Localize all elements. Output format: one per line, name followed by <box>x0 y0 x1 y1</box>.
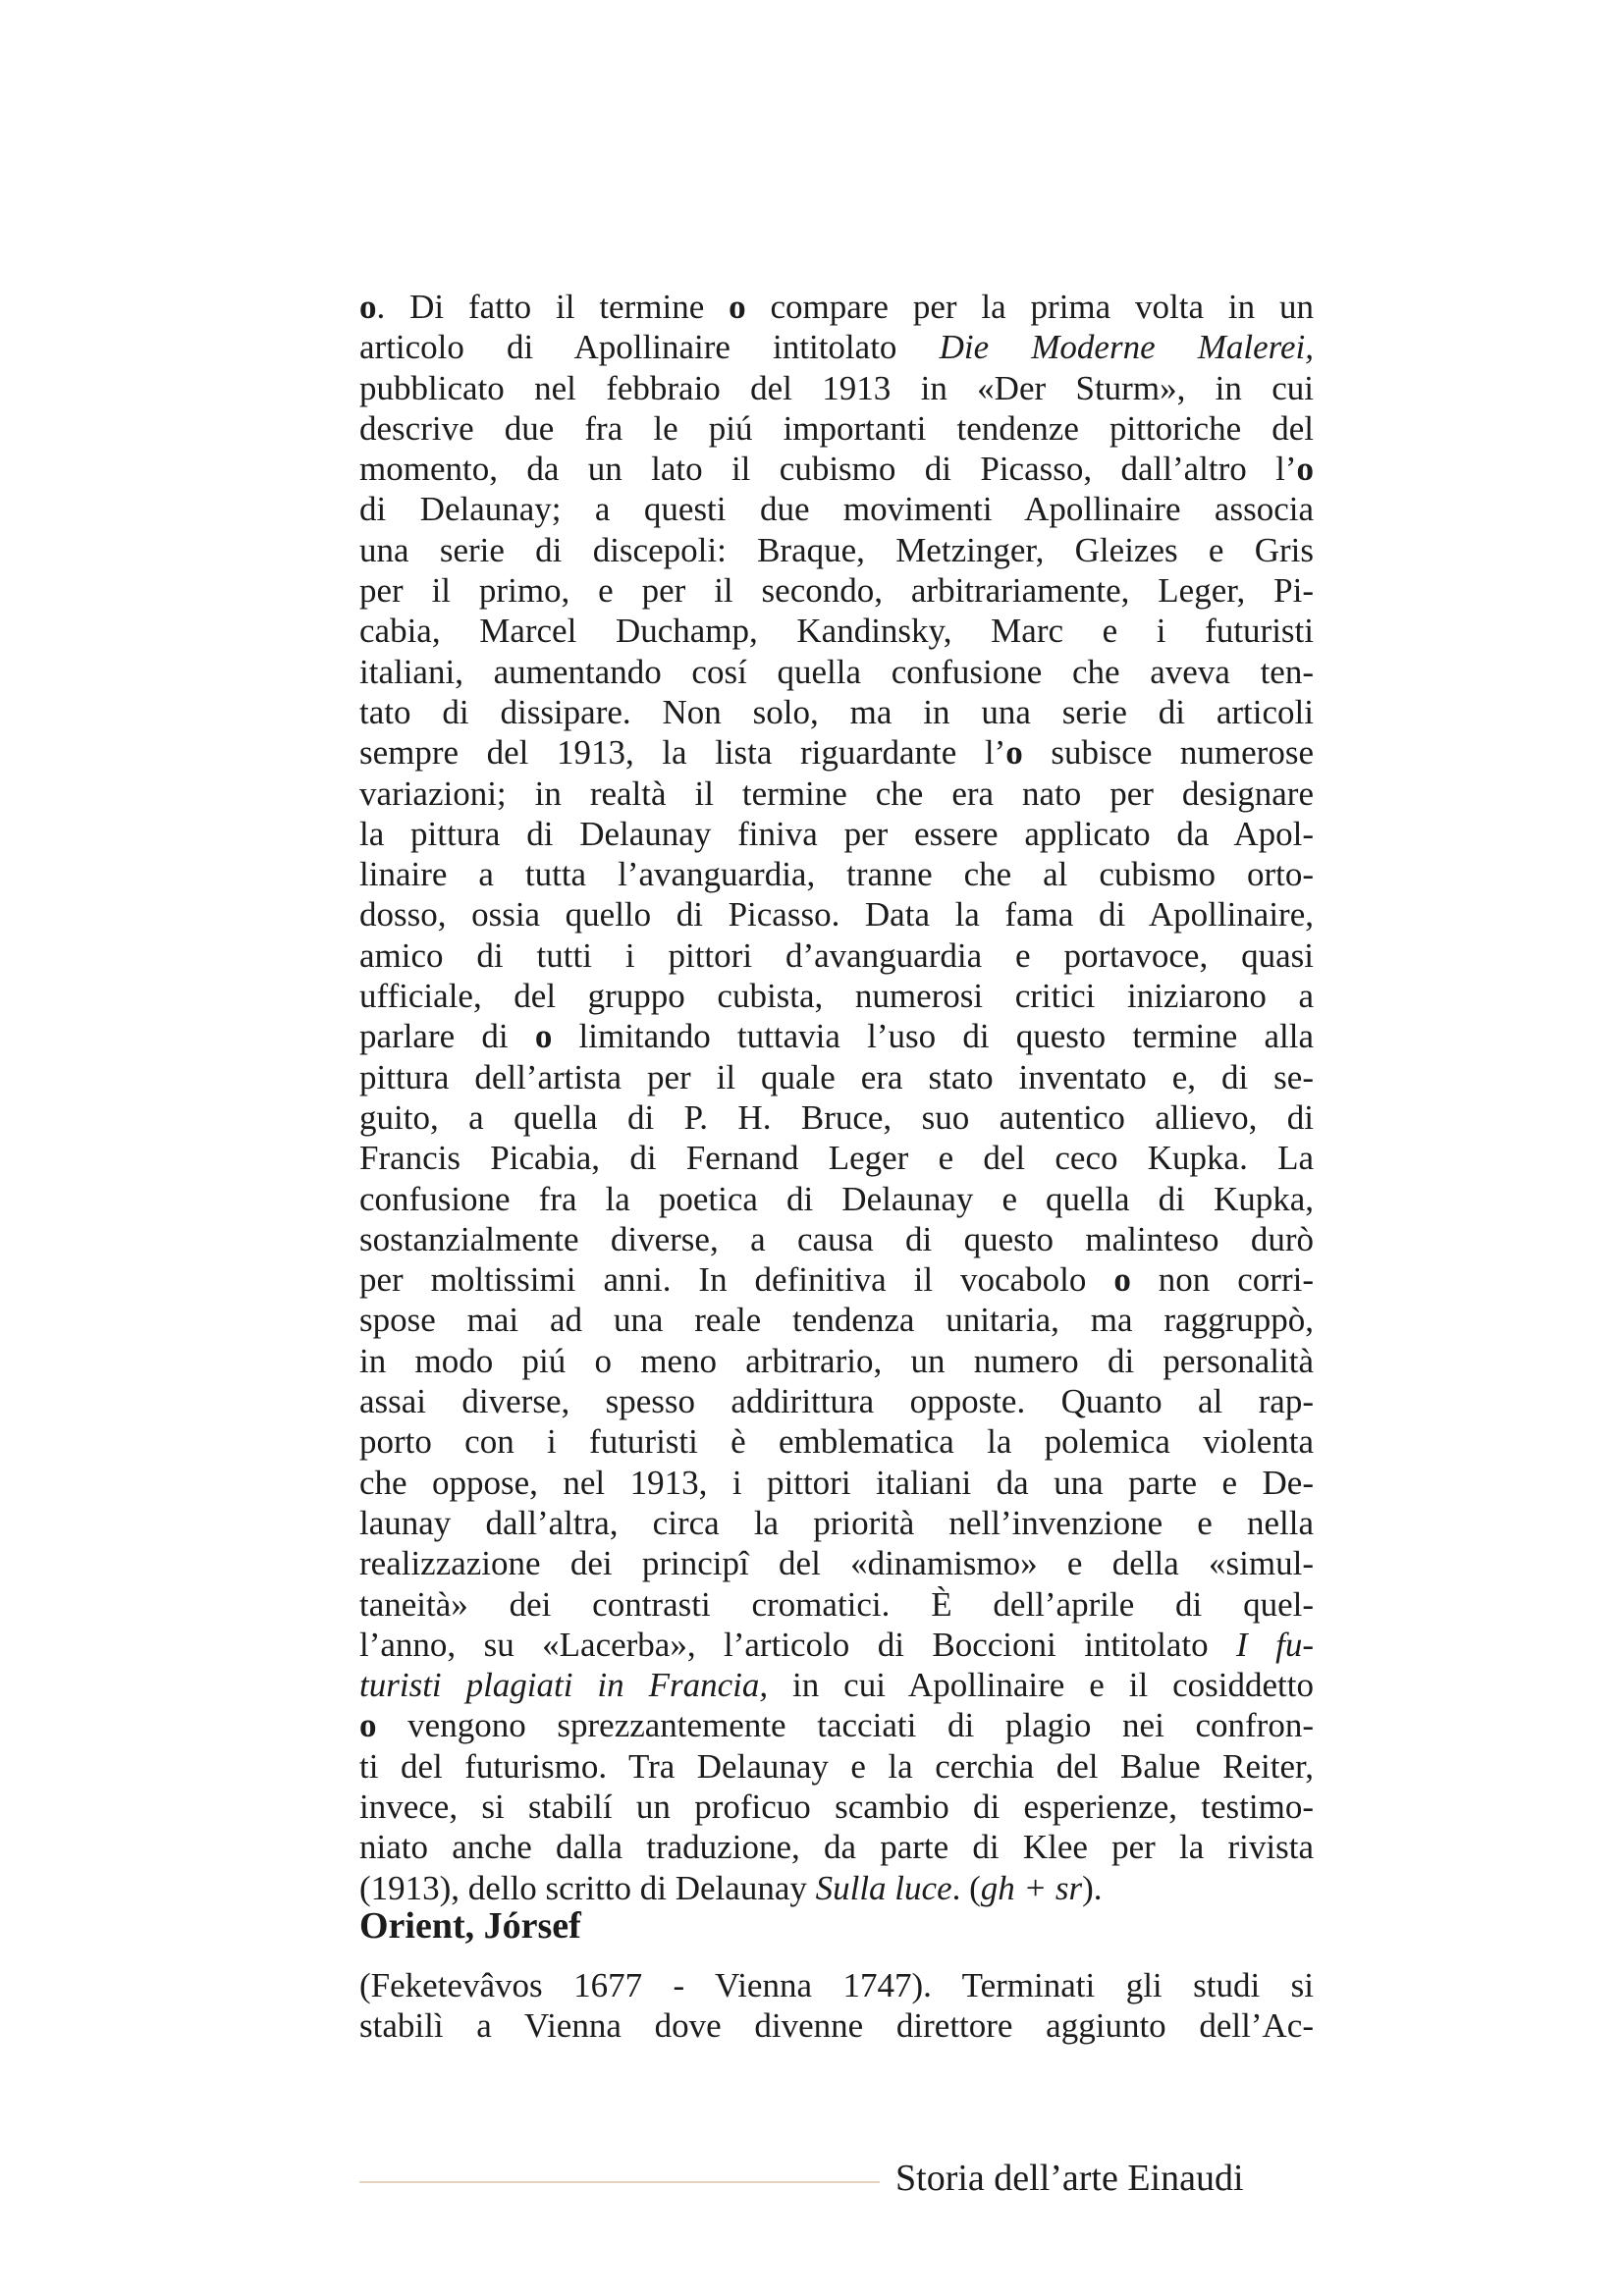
text-line <box>359 732 1314 773</box>
text-segment: tato di dissipare. Non solo, ma in una serie di articoli <box>359 692 1314 731</box>
text-line <box>359 935 1314 976</box>
text-line <box>359 489 1314 529</box>
text-segment: ). <box>1082 1868 1103 1907</box>
text-line <box>359 1421 1314 1462</box>
text-segment: una serie di discepoli: Braque, Metzinger, Gleizes e Gris <box>359 530 1314 569</box>
text-line <box>359 1016 1314 1056</box>
text-segment: ti del futurismo. Tra Delaunay e la cerchia del Balue Reiter, <box>359 1746 1314 1786</box>
text-line <box>359 976 1314 1016</box>
text-segment: italiani, aumentando cosí quella confusione che aveva ten- <box>359 652 1314 691</box>
text-segment: spose mai ad una reale tendenza unitaria, ma raggruppò, <box>359 1301 1314 1340</box>
bold-term: o <box>1113 1260 1131 1300</box>
text-segment: articolo di Apollinaire intitolato <box>359 328 940 367</box>
text-line <box>359 1463 1314 1503</box>
text-segment: . ( <box>951 1868 981 1907</box>
text-segment: pubblicato nel febbraio del 1913 in «Der Sturm», in cui <box>359 368 1314 407</box>
text-line <box>359 652 1314 692</box>
text-line <box>359 1746 1314 1787</box>
text-line <box>359 1787 1314 1827</box>
text-segment: momento, da un lato il cubismo di Picasso, dall’altro l’ <box>359 450 1297 489</box>
text-segment: in modo piú o meno arbitrario, un numero di personalità <box>359 1341 1314 1380</box>
bold-term: o <box>359 288 377 326</box>
text-line <box>359 1503 1314 1543</box>
text-segment: Francis Picabia, di Fernand Leger e del ceco Kupka. La <box>359 1139 1314 1178</box>
text-segment: assai diverse, spesso addirittura opposte. Quanto al rap- <box>359 1382 1314 1421</box>
entry-heading: Orient, Jórsef <box>359 1905 581 1947</box>
text-segment: descrive due fra le piú importanti tendenze pittoriche del <box>359 408 1314 448</box>
entry-line: (Feketevâvos 1677 - Vienna 1747). Terminati gli studi si <box>359 1966 1314 2004</box>
text-segment: per moltissimi anni. In definitiva il vocabolo <box>359 1260 1114 1300</box>
text-line <box>359 1543 1314 1583</box>
text-line <box>359 692 1314 732</box>
text-segment: limitando tuttavia l’uso di questo termine alla <box>552 1017 1314 1056</box>
text-segment: invece, si stabilí un proficuo scambio di esperienze, testimo- <box>359 1787 1314 1826</box>
text-segment: l’anno, su «Lacerba», l’articolo di Boccioni intitolato <box>359 1625 1237 1664</box>
text-segment: la pittura di Delaunay finiva per essere applicato da Apol- <box>359 814 1314 853</box>
text-segment: parlare di <box>359 1017 535 1056</box>
text-segment: cabia, Marcel Duchamp, Kandinsky, Marc e i futuristi <box>359 612 1314 651</box>
text-line <box>359 408 1314 449</box>
text-line <box>359 1219 1314 1259</box>
text-segment: variazioni; in realtà il termine che era nato per designare <box>359 774 1314 813</box>
text-line <box>359 1057 1314 1097</box>
italic-text: I fu- <box>1236 1625 1314 1664</box>
text-line <box>359 611 1314 651</box>
text-line <box>359 368 1314 408</box>
bold-term: o <box>1005 733 1023 773</box>
text-line <box>359 894 1314 934</box>
italic-text: Die Moderne Malerei, <box>939 328 1315 367</box>
entry-line: stabilì a Vienna dove divenne direttore aggiunto dell’Ac- <box>359 2006 1314 2046</box>
text-line <box>359 1179 1314 1219</box>
italic-text: turisti plagiati in Francia, <box>359 1666 769 1705</box>
text-segment: realizzazione dei principî del «dinamismo» e della «simul- <box>359 1544 1314 1583</box>
entry-text <box>359 1965 1314 2047</box>
text-line <box>359 1138 1314 1178</box>
bold-term: o <box>729 288 746 326</box>
text-segment: (1913), dello scritto di Delaunay <box>359 1868 816 1907</box>
text-segment: sempre del 1913, la lista riguardante l’ <box>359 733 1006 773</box>
text-line <box>359 1097 1314 1138</box>
text-line <box>359 287 1314 327</box>
text-segment: compare per la prima volta in un <box>745 288 1315 326</box>
text-segment: sostanzialmente diverse, a causa di questo malinteso durò <box>359 1219 1314 1258</box>
italic-text: gh + sr <box>980 1868 1083 1907</box>
footer-title: Storia dell’arte Einaudi <box>895 2158 1244 2199</box>
text-line <box>359 1705 1314 1745</box>
text-line <box>359 1381 1314 1421</box>
text-line <box>359 449 1314 489</box>
text-segment: per il primo, e per il secondo, arbitrariamente, Leger, Pi- <box>359 571 1314 611</box>
text-segment: non corri- <box>1130 1260 1314 1300</box>
footer-rule <box>359 2181 880 2183</box>
text-segment: ufficiale, del gruppo cubista, numerosi critici iniziarono a <box>359 977 1314 1016</box>
body-text <box>359 287 1314 1908</box>
text-line <box>359 1341 1314 1381</box>
text-line <box>359 530 1314 570</box>
text-line <box>359 1584 1314 1625</box>
text-line <box>359 814 1314 854</box>
text-line <box>359 570 1314 611</box>
text-segment: confusione fra la poetica di Delaunay e quella di Kupka, <box>359 1179 1314 1218</box>
text-line <box>359 1259 1314 1300</box>
text-line <box>359 854 1314 894</box>
text-segment: launay dall’altra, circa la priorità nell’invenzione e nella <box>359 1503 1314 1542</box>
text-line <box>359 1625 1314 1665</box>
text-line <box>359 1300 1314 1340</box>
text-segment: vengono sprezzantemente tacciati di plagio nei confron- <box>376 1706 1314 1745</box>
text-line <box>359 1665 1314 1705</box>
text-line <box>359 1827 1314 1867</box>
text-line <box>359 774 1314 814</box>
text-segment: guito, a quella di P. H. Bruce, suo autentico allievo, di <box>359 1097 1314 1137</box>
italic-text: Sulla luce <box>815 1868 952 1907</box>
bold-term: o <box>534 1017 553 1056</box>
text-line <box>359 327 1314 367</box>
text-segment: niato anche dalla traduzione, da parte di Klee per la rivista <box>359 1828 1314 1867</box>
text-segment: pittura dell’artista per il quale era stato inventato e, di se- <box>359 1057 1314 1096</box>
text-segment: che oppose, nel 1913, i pittori italiani da una parte e De- <box>359 1463 1314 1502</box>
text-segment: amico di tutti i pittori d’avanguardia e portavoce, quasi <box>359 935 1314 975</box>
bold-term: o <box>359 1706 377 1745</box>
text-segment: di Delaunay; a questi due movimenti Apollinaire associa <box>359 490 1314 529</box>
text-segment: in cui Apollinaire e il cosiddetto <box>768 1666 1314 1705</box>
text-segment: subisce numerose <box>1022 733 1314 773</box>
text-segment: dosso, ossia quello di Picasso. Data la fama di Apollinaire, <box>359 895 1314 934</box>
text-segment: linaire a tutta l’avanguardia, tranne che al cubismo orto- <box>359 855 1314 894</box>
bold-term: o <box>1296 450 1314 489</box>
text-segment: porto con i futuristi è emblematica la polemica violenta <box>359 1422 1314 1462</box>
text-segment: . Di fatto il termine <box>376 288 730 326</box>
text-segment: taneità» dei contrasti cromatici. È dell’aprile di quel- <box>359 1584 1314 1624</box>
